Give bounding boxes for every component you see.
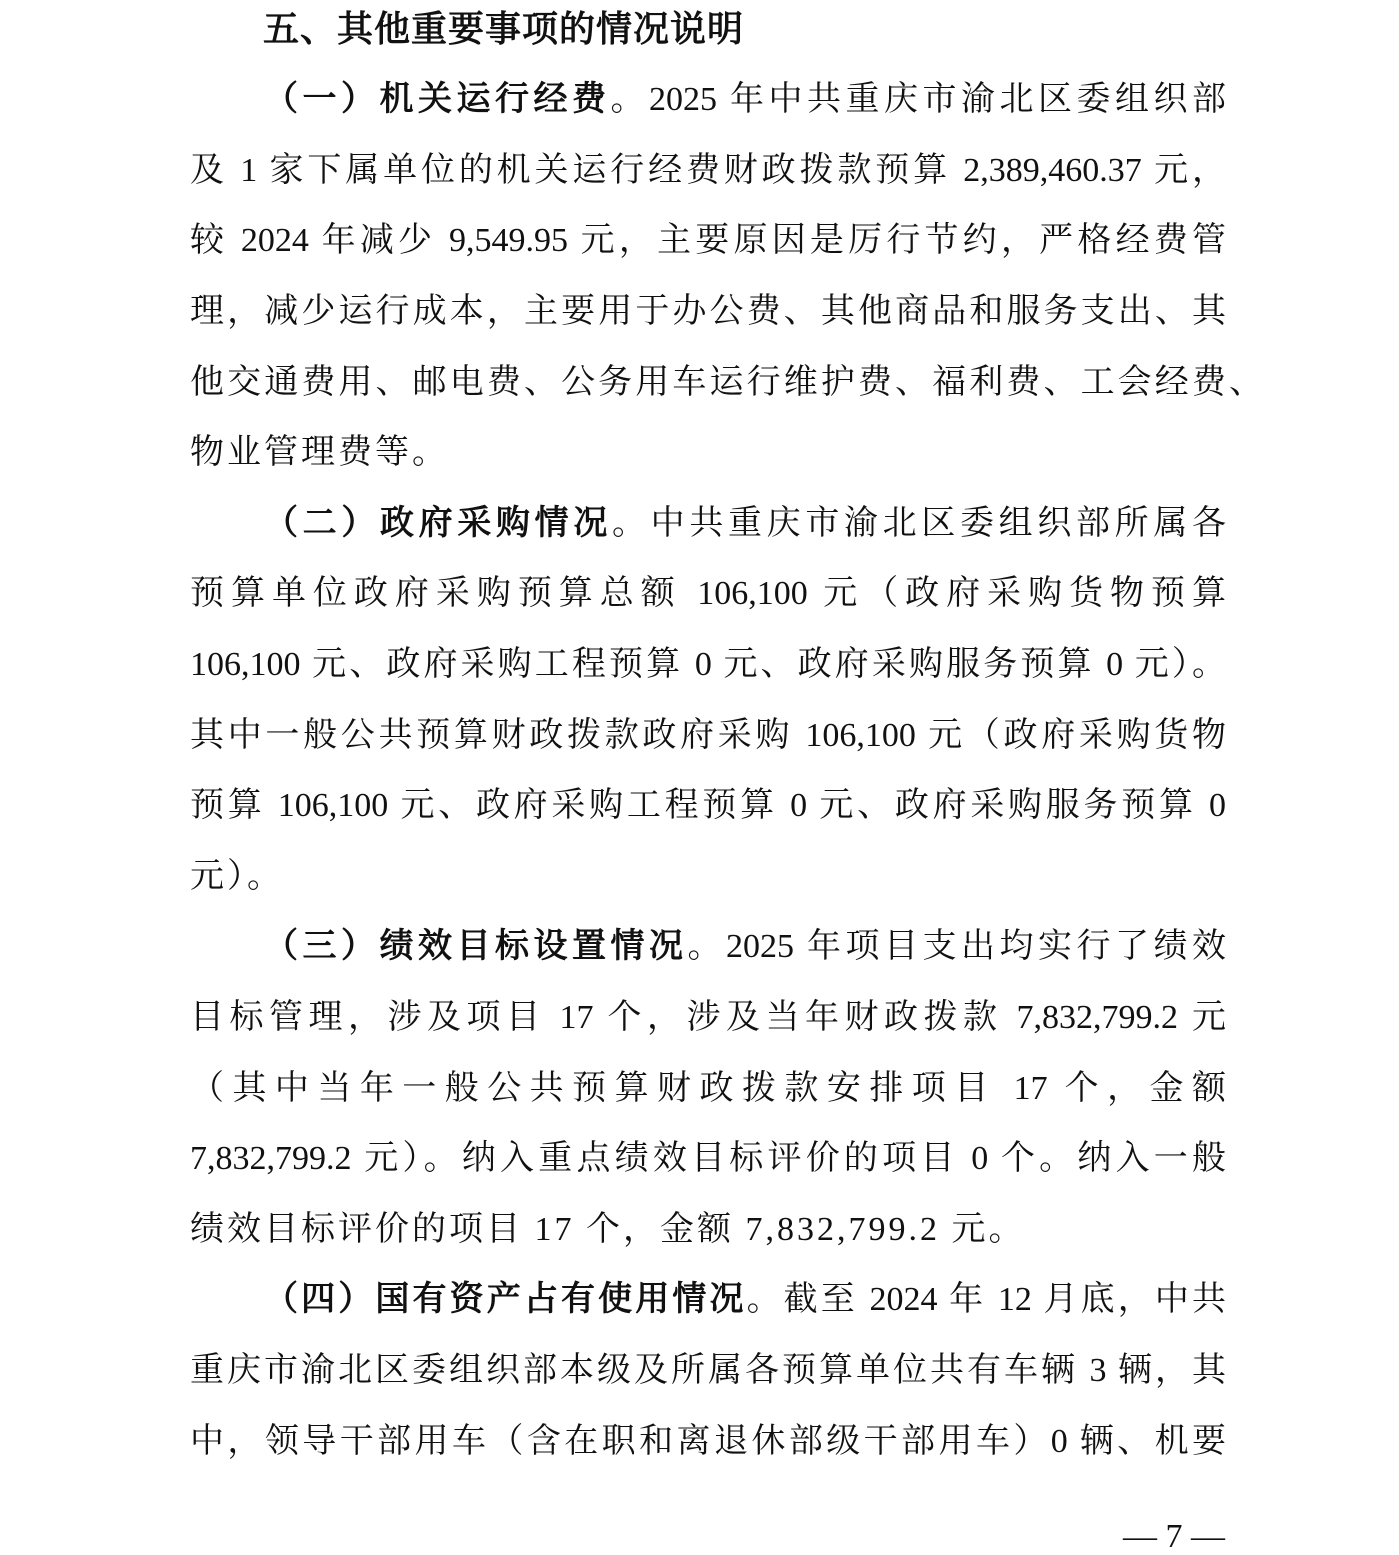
text-line: 预算 106,100 元、政府采购工程预算 0 元、政府采购服务预算 0	[190, 787, 1226, 825]
text-line-rest: 。2025 年项目支出均实行了绩效	[687, 928, 1226, 966]
text-line-rest: 。截至 2024 年 12 月底，中共	[746, 1281, 1227, 1319]
text-line	[190, 489, 1226, 560]
text-line: 其中一般公共预算财政拨款政府采购 106,100 元（政府采购货物	[190, 716, 1226, 754]
text-line: 及 1 家下属单位的机关运行经费财政拨款预算 2,389,460.37 元，	[190, 151, 1226, 189]
text-line: 7,832,799.2 元）。纳入重点绩效目标评价的项目 0 个。纳入一般	[190, 1140, 1226, 1178]
text-line: 理，减少运行成本，主要用于办公费、其他商品和服务支出、其	[190, 293, 1226, 331]
text-line-rest: 。2025 年中共重庆市渝北区委组织部	[610, 81, 1226, 119]
text-line: 绩效目标评价的项目 17 个，金额 7,832,799.2 元。	[190, 1210, 1026, 1248]
text-line: 他交通费用、邮电费、公务用车运行维护费、福利费、工会经费、	[190, 363, 1263, 401]
paragraph-administrative-costs	[190, 65, 1263, 489]
text-line: 目标管理，涉及项目 17 个，涉及当年财政拨款 7,832,799.2 元	[190, 999, 1226, 1037]
paragraph-government-procurement	[190, 489, 1226, 913]
text-line: 预算单位政府采购预算总额 106,100 元（政府采购货物预算	[190, 575, 1226, 613]
paragraph-lead-title: （三）绩效目标设置情况	[264, 928, 688, 966]
text-line: 106,100 元、政府采购工程预算 0 元、政府采购服务预算 0 元）。	[190, 646, 1226, 684]
text-line: 中，领导干部用车（含在职和离退休部级干部用车）0 辆、机要	[190, 1422, 1226, 1460]
text-line: 物业管理费等。	[190, 434, 449, 472]
text-line-rest: 。中共重庆市渝北区委组织部所属各	[612, 504, 1226, 542]
text-line: 较 2024 年减少 9,549.95 元，主要原因是厉行节约，严格经费管	[190, 222, 1226, 260]
document-page	[190, 0, 1263, 1477]
section-heading: 五、其他重要事项的情况说明	[263, 8, 745, 50]
text-line	[190, 912, 1226, 983]
text-line: （其中当年一般公共预算财政拨款安排项目 17 个，金额	[190, 1069, 1226, 1107]
paragraph-lead-title: （二）政府采购情况	[264, 504, 612, 542]
text-line	[190, 65, 1226, 136]
page-number: — 7 —	[1123, 1518, 1225, 1555]
text-line: 元）。	[190, 857, 284, 895]
paragraph-lead-title: （四）国有资产占有使用情况	[264, 1281, 747, 1319]
text-line: 重庆市渝北区委组织部本级及所属各预算单位共有车辆 3 辆，其	[190, 1351, 1226, 1389]
paragraph-performance-targets	[190, 912, 1226, 1265]
paragraph-lead-title: （一）机关运行经费	[264, 81, 611, 119]
text-line	[190, 1265, 1226, 1336]
paragraph-state-assets	[190, 1265, 1226, 1477]
